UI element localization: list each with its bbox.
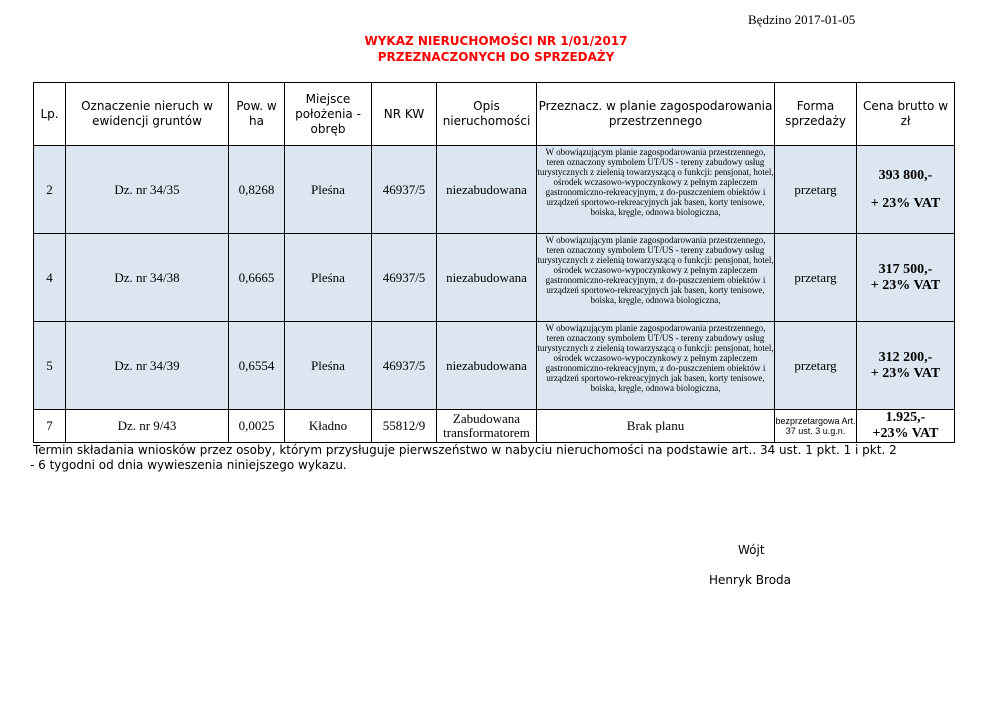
header-cena: Cena brutto w zł bbox=[857, 83, 955, 146]
table-row bbox=[34, 322, 955, 410]
cell-lp: 4 bbox=[34, 234, 66, 322]
table-row bbox=[34, 234, 955, 322]
document-subtitle: PRZEZNACZONYCH DO SPRZEDAŻY bbox=[377, 50, 615, 64]
cell-opis: niezabudowana bbox=[437, 234, 537, 322]
header-lp: Lp. bbox=[34, 83, 66, 146]
cell-kw: 55812/9 bbox=[372, 410, 437, 443]
price-value: 1.925,- bbox=[885, 410, 926, 425]
cell-forma: przetarg bbox=[775, 146, 857, 234]
cell-oznaczenie: Dz. nr 34/39 bbox=[66, 322, 229, 410]
header-pow: Pow. w ha bbox=[229, 83, 285, 146]
header-opis: Opis nieruchomości bbox=[437, 83, 537, 146]
cell-pow: 0,0025 bbox=[229, 410, 285, 443]
cell-cena bbox=[857, 146, 955, 234]
cell-opis: Zabudowana transformatorem bbox=[437, 410, 537, 443]
cell-plan: W obowiązującym planie zagospodarowania przestrzennego, teren oznaczony symbolem UT/US - tereny zabudowy usług turystycznych z zielenią towarzyszącą o funkcji: pensjonat, hotel, ośrodek wczasowo-wypoczynkowy z pełnym zapleczem gastronomiczno-rekreacyjnym, z do-puszczeniem obiektów i urządzeń sportowo-rekreacyjnych jak basen, korty tenisowe, boiska, kręgle, odnowa biologiczna, bbox=[537, 234, 775, 322]
cell-plan: Brak planu bbox=[537, 410, 775, 443]
table-header-row bbox=[34, 83, 955, 146]
cell-forma: przetarg bbox=[775, 322, 857, 410]
price-vat: + 23% VAT bbox=[870, 365, 941, 381]
property-table bbox=[33, 82, 955, 443]
cell-lp: 7 bbox=[34, 410, 66, 443]
table-row bbox=[34, 410, 955, 443]
cell-opis: niezabudowana bbox=[437, 146, 537, 234]
cell-miejsce: Pleśna bbox=[285, 234, 372, 322]
price-value: 317 500,- bbox=[878, 261, 933, 277]
note-line-1: Termin składania wniosków przez osoby, którym przysługuje pierwszeństwo w nabyciu nieruchomości na podstawie art.. 34 ust. 1 pkt. 1 i pkt. 2 bbox=[33, 443, 897, 457]
cell-cena bbox=[857, 322, 955, 410]
table-row bbox=[34, 146, 955, 234]
cell-oznaczenie: Dz. nr 34/38 bbox=[66, 234, 229, 322]
cell-cena bbox=[857, 234, 955, 322]
price-vat: + 23% VAT bbox=[870, 195, 941, 211]
cell-oznaczenie: Dz. nr 34/35 bbox=[66, 146, 229, 234]
cell-pow: 0,6554 bbox=[229, 322, 285, 410]
deadline-note bbox=[30, 443, 963, 473]
price-value: 312 200,- bbox=[878, 349, 933, 365]
price-vat: +23% VAT bbox=[872, 426, 939, 441]
document-date: Będzino 2017-01-05 bbox=[748, 12, 856, 27]
cell-miejsce: Pleśna bbox=[285, 146, 372, 234]
cell-kw: 46937/5 bbox=[372, 234, 437, 322]
cell-kw: 46937/5 bbox=[372, 322, 437, 410]
header-plan: Przeznacz. w planie zagospodarowania przestrzennego bbox=[537, 83, 775, 146]
cell-cena bbox=[857, 410, 955, 443]
header-forma: Forma sprzedaży bbox=[775, 83, 857, 146]
cell-plan: W obowiązującym planie zagospodarowania przestrzennego, teren oznaczony symbolem UT/US - tereny zabudowy usług turystycznych z zielenią towarzyszącą o funkcji: pensjonat, hotel, ośrodek wczasowo-wypoczynkowy z pełnym zapleczem gastronomiczno-rekreacyjnym, z do-puszczeniem obiektów i urządzeń sportowo-rekreacyjnych jak basen, korty tenisowe, boiska, kręgle, odnowa biologiczna, bbox=[537, 322, 775, 410]
document-title: WYKAZ NIERUCHOMOŚCI NR 1/01/2017 bbox=[364, 34, 628, 48]
cell-lp: 5 bbox=[34, 322, 66, 410]
cell-pow: 0,6665 bbox=[229, 234, 285, 322]
cell-opis: niezabudowana bbox=[437, 322, 537, 410]
note-line-2: - 6 tygodni od dnia wywieszenia niniejszego wykazu. bbox=[30, 458, 347, 472]
cell-lp: 2 bbox=[34, 146, 66, 234]
price-vat: + 23% VAT bbox=[870, 277, 941, 293]
cell-miejsce: Pleśna bbox=[285, 322, 372, 410]
cell-pow: 0,8268 bbox=[229, 146, 285, 234]
cell-forma: bezprzetargowa Art. 37 ust. 3 u.g.n. bbox=[775, 410, 857, 443]
price-value: 393 800,- bbox=[878, 167, 933, 183]
header-miejsce: Miejsce położenia - obręb bbox=[285, 83, 372, 146]
header-oznaczenie: Oznaczenie nieruch w ewidencji gruntów bbox=[66, 83, 229, 146]
signature-title: Wójt bbox=[738, 543, 765, 557]
cell-plan: W obowiązującym planie zagospodarowania przestrzennego, teren oznaczony symbolem UT/US - tereny zabudowy usług turystycznych z zielenią towarzyszącą o funkcji: pensjonat, hotel, ośrodek wczasowo-wypoczynkowy z pełnym zapleczem gastronomiczno-rekreacyjnym, z do-puszczeniem obiektów i urządzeń sportowo-rekreacyjnych jak basen, korty tenisowe, boiska, kręgle, odnowa biologiczna, bbox=[537, 146, 775, 234]
cell-forma: przetarg bbox=[775, 234, 857, 322]
cell-oznaczenie: Dz. nr 9/43 bbox=[66, 410, 229, 443]
cell-miejsce: Kładno bbox=[285, 410, 372, 443]
header-kw: NR KW bbox=[372, 83, 437, 146]
cell-kw: 46937/5 bbox=[372, 146, 437, 234]
signature-name: Henryk Broda bbox=[709, 573, 792, 587]
